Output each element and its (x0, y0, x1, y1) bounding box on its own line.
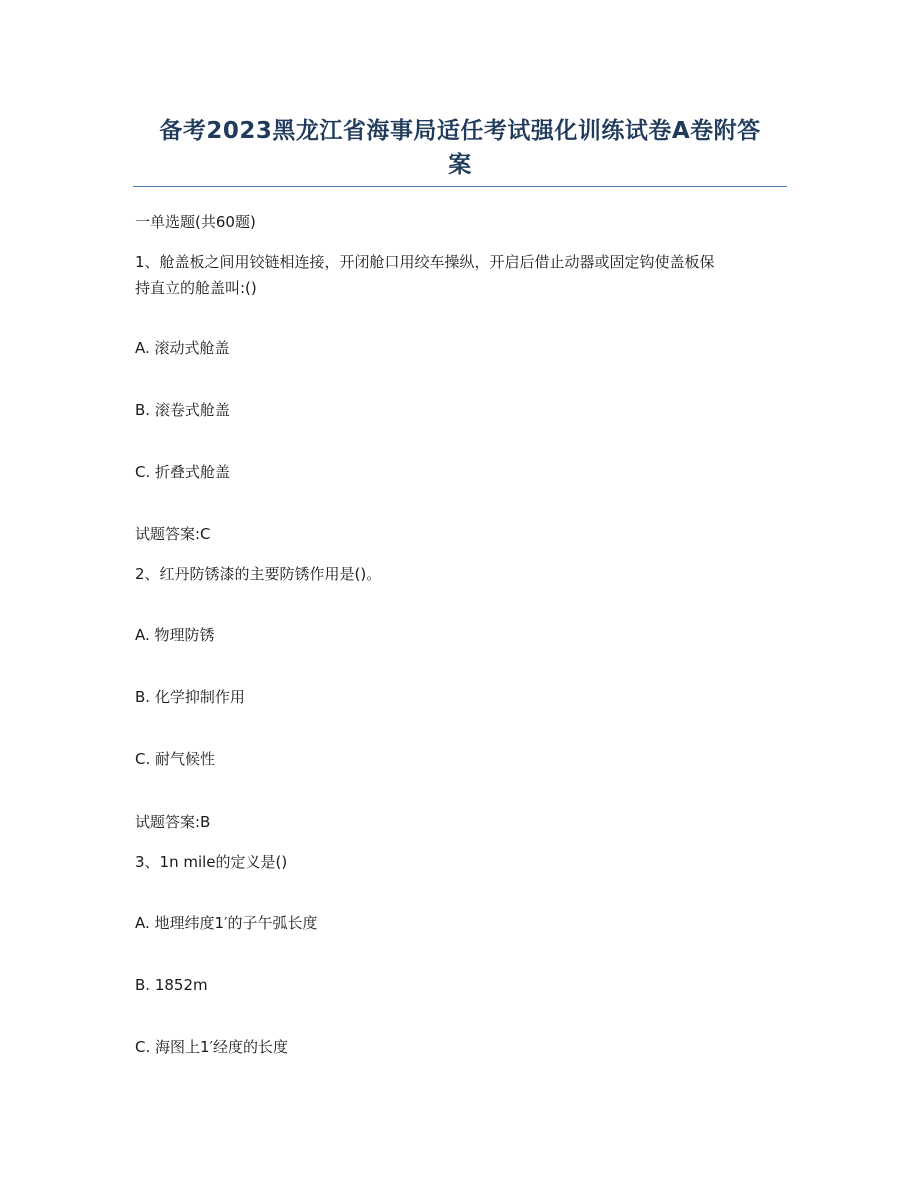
question-1-answer: 试题答案:C (135, 525, 211, 543)
question-3-option-c: C. 海图上1′经度的长度 (135, 1038, 288, 1056)
question-2-option-b: B. 化学抑制作用 (135, 688, 245, 706)
document-title-line-1: 备考2023黑龙江省海事局适任考试强化训练试卷A卷附答 (159, 118, 761, 144)
title-divider (133, 186, 787, 187)
question-1-option-a: A. 滚动式舱盖 (135, 339, 230, 357)
document-title-line-2: 案 (448, 152, 472, 178)
question-2-stem: 2、红丹防锈漆的主要防锈作用是()。 (135, 565, 382, 583)
question-2-option-a: A. 物理防锈 (135, 626, 215, 644)
question-1-stem-line-2: 持直立的舱盖叫:() (135, 279, 257, 297)
question-3-option-b: B. 1852m (135, 976, 208, 994)
section-heading: 一单选题(共60题) (135, 213, 256, 231)
question-2-option-c: C. 耐气候性 (135, 750, 216, 768)
question-2-answer: 试题答案:B (135, 813, 211, 831)
question-1-stem-line-1: 1、舱盖板之间用铰链相连接，开闭舱口用绞车操纵，开启后借止动器或固定钩使盖板保 (135, 253, 715, 271)
question-1-option-b: B. 滚卷式舱盖 (135, 401, 230, 419)
question-3-stem: 3、1n mile的定义是() (135, 853, 288, 871)
document-title (133, 114, 787, 182)
question-1-option-c: C. 折叠式舱盖 (135, 463, 231, 481)
question-3-option-a: A. 地理纬度1′的子午弧长度 (135, 914, 318, 932)
